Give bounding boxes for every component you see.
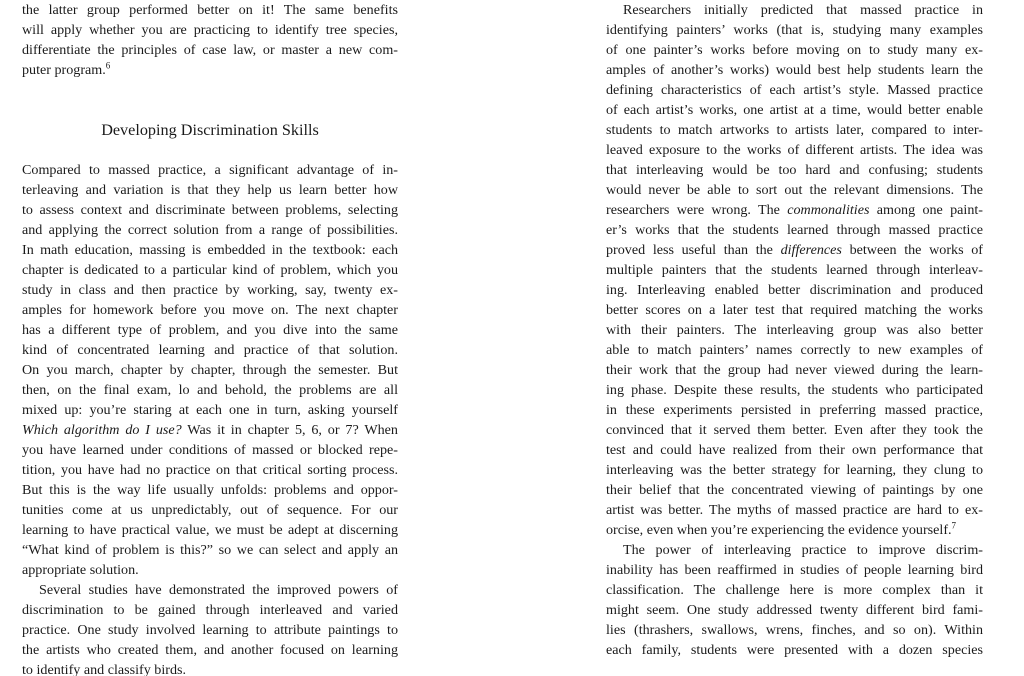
text-line: In math education, massing is embedded in the textbook: each — [22, 242, 398, 258]
text-line: would never be able to sort out the relevant dimensions. The — [606, 182, 983, 198]
text-line: the artists who created them, and another focused on learning — [22, 642, 398, 658]
text-line — [606, 520, 983, 540]
text-span: puter program. — [22, 62, 106, 78]
text-span: between the works of — [841, 242, 983, 258]
text-line: to assess context and discriminate between problems, selecting — [22, 202, 398, 218]
text-line: that interleaving would be too hard and confusing; students — [606, 162, 983, 178]
text-line: you have learned under conditions of massed or blocked repe- — [22, 442, 398, 458]
spacer — [22, 100, 398, 120]
text-line — [22, 60, 398, 80]
paragraph-intro — [22, 0, 398, 80]
text-line: study in class and then practice by working, say, twenty ex- — [22, 282, 398, 298]
text-line: with their painters. The interleaving group was also better — [606, 322, 983, 338]
text-line: identifying painters’ works (that is, studying many examples — [606, 22, 983, 38]
spacer — [22, 140, 398, 160]
text-line: kind of concentrated learning and practice of that solution. — [22, 342, 398, 358]
text-line: has a different type of problem, and you dive into the same — [22, 322, 398, 338]
text-line: of each artist’s works, one artist at a time, would better enable — [606, 102, 983, 118]
text-line — [606, 200, 983, 220]
text-line: Researchers initially predicted that massed practice in — [623, 2, 983, 18]
text-line: leaved exposure to the works of different artists. The idea was — [606, 142, 983, 158]
text-line: lies (thrashers, swallows, wrens, finches, and so on). Within — [606, 622, 983, 638]
text-line: in these experiments persisted in preferring massed practice, — [606, 402, 983, 418]
footnote-marker-6[interactable]: 6 — [105, 60, 111, 71]
text-line — [22, 420, 398, 440]
text-line: “What kind of problem is this?” so we can select and apply an — [22, 542, 398, 558]
text-line: amples of another’s works) would best help students learn the — [606, 62, 983, 78]
right-page — [606, 0, 983, 676]
paragraph-birds — [606, 540, 983, 660]
text-line: convinced that it served them better. Even after they took the — [606, 422, 983, 438]
text-line: inability has been reaffirmed in studies of people learning bird — [606, 562, 983, 578]
text-line: The power of interleaving practice to improve discrim- — [623, 542, 983, 558]
text-line: tition, you have had no practice on that critical sorting process. — [22, 462, 398, 478]
text-line: test and could have realized from their own performance that — [606, 442, 983, 458]
text-line: tunities come at us unpredictably, out of sequence. For our — [22, 502, 398, 518]
text-line: differentiate the principles of case law, or master a new com- — [22, 42, 398, 58]
text-span: researchers were wrong. The — [606, 202, 788, 218]
paragraph-research — [606, 0, 983, 540]
left-page — [22, 0, 398, 676]
text-line: practice. One study involved learning to attribute paintings to — [22, 622, 398, 638]
text-line: chapter is dedicated to a particular kind of problem, which you — [22, 262, 398, 278]
footnote-marker-7[interactable]: 7 — [951, 520, 957, 531]
text-line: learning to have practical value, we must be adept at discerning — [22, 522, 398, 538]
text-line — [606, 240, 983, 260]
text-span: among one paint- — [869, 202, 983, 218]
italic-text: Which algorithm do I use? — [22, 422, 182, 438]
text-line: On you march, chapter by chapter, through the semester. But — [22, 362, 398, 378]
text-line: of one painter’s works before moving on to study many ex- — [606, 42, 983, 58]
text-line: amples for homework before you move on. The next chapter — [22, 302, 398, 318]
text-line: er’s works that the students learned through massed practice — [606, 222, 983, 238]
text-line: appropriate solution. — [22, 562, 139, 578]
text-line: discrimination to be gained through interleaved and varied — [22, 602, 398, 618]
text-line: better scores on a later test that required matching the works — [606, 302, 983, 318]
text-line: Several studies have demonstrated the improved powers of — [39, 582, 398, 598]
text-span: proved less useful than the — [606, 242, 781, 258]
text-line: their work that the group had never viewed during the learn- — [606, 362, 983, 378]
text-line: to identify and classify birds. — [22, 662, 187, 676]
text-span: orcise, even when you’re experiencing the evidence yourself. — [606, 522, 952, 538]
text-line: each family, students were presented with a dozen species — [606, 642, 983, 658]
italic-text: differences — [780, 242, 842, 258]
spacer — [22, 80, 398, 100]
text-line: interleaving was the better strategy for learning, they clung to — [606, 462, 983, 478]
text-line: ing. Interleaving enabled better discrimination and produced — [606, 282, 983, 298]
text-line: defining characteristics of each artist’s style. Massed practice — [606, 82, 983, 98]
text-line: But this is the way life usually unfolds: problems and oppor- — [22, 482, 398, 498]
paragraph-studies — [22, 580, 398, 676]
text-line: might seem. One study addressed twenty different bird fami- — [606, 602, 983, 618]
italic-text: commonalities — [787, 202, 870, 218]
text-line: the latter group performed better on it! The same benefits — [22, 2, 398, 18]
text-line: their belief that the concentrated viewing of paintings by one — [606, 482, 983, 498]
text-line: artist was better. The myths of massed practice are hard to ex- — [606, 502, 983, 518]
text-line: mixed up: you’re staring at each one in turn, asking yourself — [22, 402, 398, 418]
text-line: classification. The challenge here is more complex than it — [606, 582, 983, 598]
text-line: multiple painters that the students learned through interleav- — [606, 262, 983, 278]
text-line: ing phase. Despite these results, the students who participated — [606, 382, 983, 398]
text-line: terleaving and variation is that they help us learn better how — [22, 182, 398, 198]
text-line: Compared to massed practice, a significant advantage of in- — [22, 162, 398, 178]
text-span: Was it in chapter 5, 6, or 7? When — [181, 422, 398, 438]
paragraph-main — [22, 160, 398, 580]
text-line: able to match painters’ names correctly to new examples of — [606, 342, 983, 358]
text-line: and applying the correct solution from a range of possibilities. — [22, 222, 398, 238]
section-heading: Developing Discrimination Skills — [101, 121, 319, 139]
text-line: will apply whether you are practicing to identify tree species, — [22, 22, 398, 38]
text-line: students to match artworks to artists later, compared to inter- — [606, 122, 983, 138]
text-line: then, on the final exam, lo and behold, the problems are all — [22, 382, 398, 398]
